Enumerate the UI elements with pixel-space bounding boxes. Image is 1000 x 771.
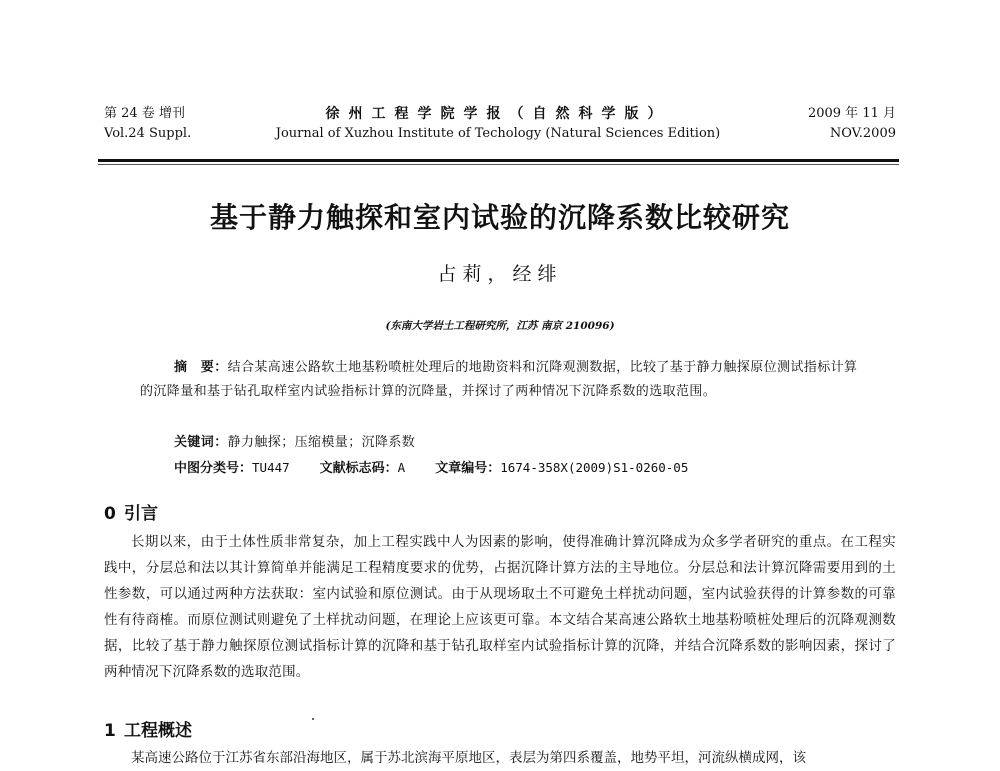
clc-value: TU447	[252, 460, 290, 475]
journal-name-cn: 徐州工程学院学报（自然科学版）	[325, 106, 671, 122]
date-en: NOV.2009	[829, 126, 896, 141]
journal-header	[98, 104, 898, 144]
section-title: 工程概述	[124, 721, 192, 741]
section-title: 引言	[124, 504, 158, 524]
section-heading-overview	[104, 718, 192, 744]
issue-date	[808, 104, 896, 144]
keywords-line	[174, 431, 415, 455]
volume-en: Vol.24 Suppl.	[104, 126, 192, 141]
article-authors: 占莉，经绯	[437, 263, 563, 285]
volume-cn: 第 24 卷 增刊	[104, 106, 185, 121]
section-number: 0	[104, 504, 116, 524]
article-no-label: 文章编号：	[435, 461, 501, 476]
article-affiliation: (东南大学岩土工程研究所，江苏 南京 210096)	[385, 320, 615, 332]
abstract	[140, 356, 864, 404]
volume-info	[104, 104, 191, 144]
header-rule-thin	[98, 164, 899, 165]
date-cn: 2009 年 11 月	[807, 106, 896, 121]
section-number: 1	[104, 721, 116, 741]
abstract-text: 结合某高速公路软土地基粉喷桩处理后的地勘资料和沉降观测数据，比较了基于静力触探原位测试指标计算的沉降量和基于钻孔取样室内试验指标计算的沉降量，并探讨了两种情况下沉降系数的选取范围。	[140, 360, 858, 399]
classification-line	[174, 456, 854, 481]
section-heading-intro	[104, 501, 158, 527]
abstract-label: 摘 要：	[174, 360, 228, 375]
section-overview-paragraph: 某高速公路位于江苏省东部沿海地区，属于苏北滨海平原地区，表层为第四系覆盖，地势平坦，河流纵横成网，该	[131, 750, 806, 766]
clc-label: 中图分类号：	[174, 461, 253, 476]
keywords-label: 关键词：	[174, 435, 228, 450]
journal-name-block	[98, 104, 898, 144]
header-rule-thick	[98, 159, 899, 162]
section-intro-paragraph: 长期以来，由于土体性质非常复杂，加上工程实践中人为因素的影响，使得准确计算沉降成为众多学者研究的重点。在工程实践中，分层总和法以其计算简单并能满足工程精度要求的优势，占据沉降计算方法的主导地位。分层总和法计算沉降需要用到的土性参数，可以通过两种方法获取：室内试验和原位测试。由于从现场取土不可避免土样扰动问题，室内试验获得的计算参数的可靠性有待商榷。而原位测试则避免了土样扰动问题，在理论上应该更可靠。本文结合某高速公路软土地基粉喷桩处理后的沉降观测数据，比较了基于静力触探原位测试指标计算的沉降和基于钻孔取样室内试验指标计算的沉降，并结合沉降系数的影响因素，探讨了两种情况下沉降系数的选取范围。	[104, 534, 896, 680]
keywords-text: 静力触探；压缩模量；沉降系数	[227, 435, 416, 450]
journal-name-en: Journal of Xuzhou Institute of Techology (Natural Sciences Edition)	[275, 126, 721, 141]
doc-code-value: A	[397, 460, 406, 475]
scan-speck	[312, 718, 314, 720]
doc-code-label: 文献标志码：	[319, 461, 398, 476]
article-title: 基于静力触探和室内试验的沉降系数比较研究	[209, 201, 790, 234]
article-no-value: 1674-358X(2009)S1-0260-05	[500, 460, 689, 475]
